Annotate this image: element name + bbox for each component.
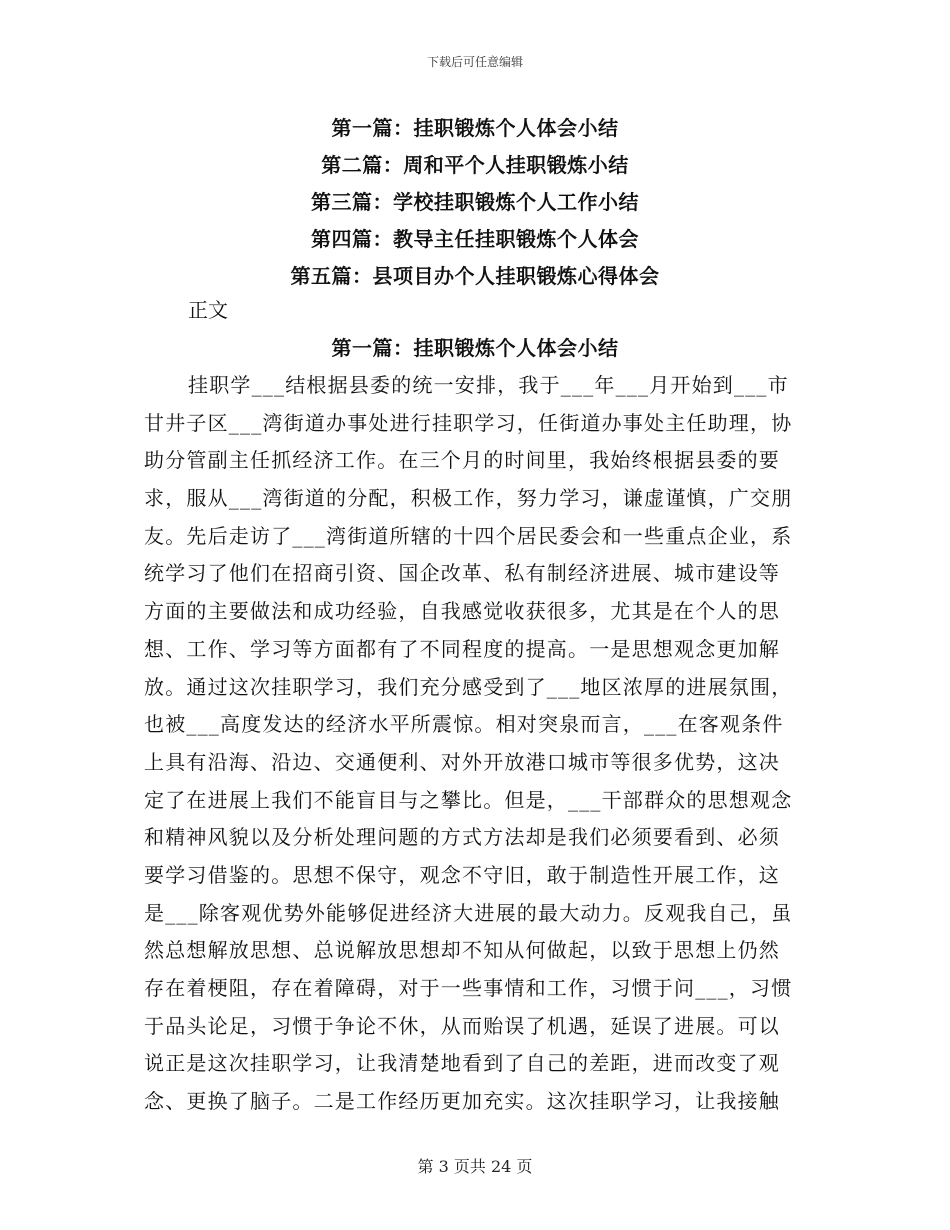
- header-note: 下载后可任意编辑: [426, 55, 523, 69]
- body-line: 定了在进展上我们不能盲目与之攀比。但是，___干部群众的思想观念: [144, 787, 793, 812]
- body-line: 念、更换了脑子。二是工作经历更加充实。这次挂职学习，让我接触: [144, 1089, 780, 1114]
- body-line: 然总想解放思想、总说解放思想却不知从何做起，以致于思想上仍然: [144, 938, 780, 963]
- body-line: 是___除客观优势外能够促进经济大进展的最大动力。反观我自己，虽: [144, 900, 793, 925]
- body-line: 助分管副主任抓经济工作。在三个月的时间里，我始终根据县委的要: [144, 448, 780, 473]
- toc-item: 第二篇：周和平个人挂职锻炼小结: [321, 153, 629, 177]
- body-line: 想、工作、学习等方面都有了不同程度的提高。一是思想观念更加解: [144, 636, 780, 661]
- toc-item: 第四篇：教导主任挂职锻炼个人体会: [311, 227, 639, 251]
- body-text: [144, 367, 816, 1121]
- body-line: 说正是这次挂职学习，让我清楚地看到了自己的差距，进而改变了观: [144, 1051, 780, 1076]
- page-footer: 第 3 页共 24 页: [417, 1157, 533, 1176]
- table-of-contents: [0, 110, 950, 295]
- body-line: 要学习借鉴的。思想不保守，观念不守旧，敢于制造性开展工作，这: [144, 862, 780, 887]
- toc-item: 第一篇：挂职锻炼个人体会小结: [331, 116, 619, 140]
- body-line: 求，服从___湾街道的分配，积极工作，努力学习，谦虚谨慎，广交朋: [144, 486, 793, 511]
- body-line: 也被___高度发达的经济水平所震惊。相对突泉而言，___在客观条件: [144, 712, 784, 737]
- body-line: 友。先后走访了___湾街道所辖的十四个居民委会和一些重点企业，系: [144, 523, 793, 548]
- body-line: 挂职学___结根据县委的统一安排，我于___年___月开始到___市: [188, 373, 789, 397]
- body-line: 于品头论足，习惯于争论不休，从而贻误了机遇，延误了进展。可以: [144, 1013, 780, 1038]
- body-line: 甘井子区___湾街道办事处进行挂职学习，任街道办事处主任助理，协: [144, 410, 793, 435]
- section-title: 第一篇：挂职锻炼个人体会小结: [331, 336, 619, 360]
- body-line: 和精神风貌以及分析处理问题的方式方法却是我们必须要看到、必须: [144, 825, 780, 850]
- body-line: 上具有沿海、沿边、交通便利、对外开放港口城市等很多优势，这决: [144, 749, 780, 774]
- body-line: 方面的主要做法和成功经验，自我感觉收获很多，尤其是在个人的思: [144, 599, 780, 624]
- toc-item: 第五篇：县项目办个人挂职锻炼心得体会: [290, 264, 660, 288]
- toc-item: 第三篇：学校挂职锻炼个人工作小结: [311, 190, 639, 214]
- body-line: 统学习了他们在招商引资、国企改革、私有制经济进展、城市建设等: [144, 561, 780, 586]
- body-line: 放。通过这次挂职学习，我们充分感受到了___地区浓厚的进展氛围，: [144, 674, 793, 699]
- section-label: 正文: [188, 298, 228, 322]
- body-line: 存在着梗阻，存在着障碍，对于一些事情和工作，习惯于问___，习惯: [144, 976, 793, 1000]
